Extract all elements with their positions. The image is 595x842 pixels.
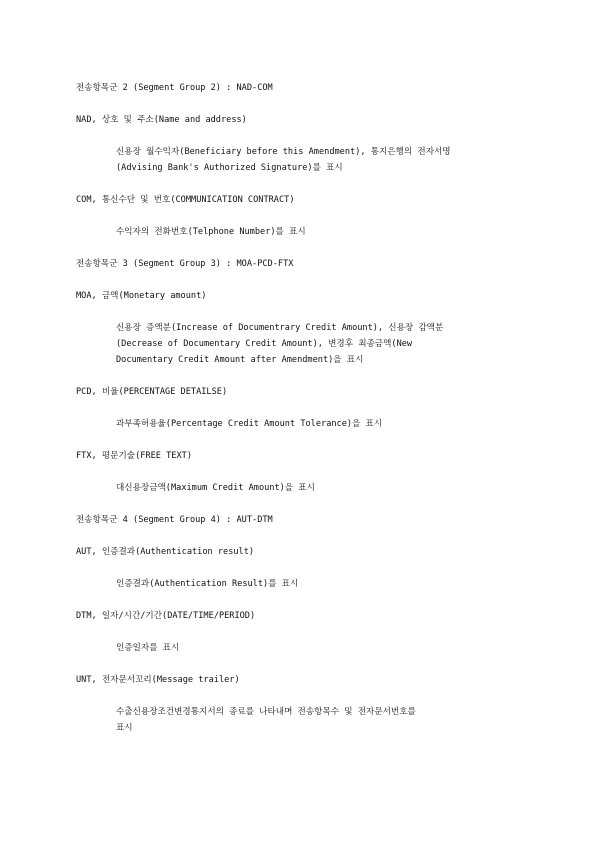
unt-description-line-2: 표시 xyxy=(116,723,133,733)
ftx-description: 대신용장금액(Maximum Credit Amount)을 표시 xyxy=(116,483,315,493)
segment-group-2-heading: 전송항목군 2 (Segment Group 2) : NAD-COM xyxy=(76,83,273,93)
aut-description: 인증결과(Authentication Result)를 표시 xyxy=(116,579,299,589)
unt-segment-label: UNT, 전자문서꼬리(Message trailer) xyxy=(76,675,240,685)
nad-description-line-2: (Advising Bank's Authorized Signature)를 표시 xyxy=(116,163,343,173)
moa-description-line-2: (Decrease of Documentary Credit Amount), 변경후 최종금액(New xyxy=(116,339,413,349)
moa-description-line-1: 신용장 증액분(Increase of Documentrary Credit Amount), 신용장 감액분 xyxy=(116,323,444,333)
dtm-description: 인증일자를 표시 xyxy=(116,643,180,653)
moa-segment-label: MOA, 금액(Monetary amount) xyxy=(76,291,207,301)
com-segment-label: COM, 통신수단 및 번호(COMMUNICATION CONTRACT) xyxy=(76,195,295,205)
segment-group-3-heading: 전송항목군 3 (Segment Group 3) : MOA-PCD-FTX xyxy=(76,259,294,269)
segment-group-4-heading: 전송항목군 4 (Segment Group 4) : AUT-DTM xyxy=(76,515,273,525)
pcd-description: 과부족허용율(Percentage Credit Amount Tolerance)을 표시 xyxy=(116,419,383,429)
pcd-segment-label: PCD, 비율(PERCENTAGE DETAILSE) xyxy=(76,387,228,397)
moa-description-line-3: Documentary Credit Amount after Amendment)을 표시 xyxy=(116,355,364,365)
dtm-segment-label: DTM, 일자/시간/기간(DATE/TIME/PERIOD) xyxy=(76,611,256,621)
nad-description-line-1: 신용장 월수익자(Beneficiary before this Amendment), 통지은행의 전자서명 xyxy=(116,147,451,157)
unt-description-line-1: 수출신용장조건변경통지서의 종료를 나타내며 전송항목수 및 전자문서번호를 xyxy=(116,707,416,717)
nad-segment-label: NAD, 상호 및 주소(Name and address) xyxy=(76,115,247,125)
aut-segment-label: AUT, 인증결과(Authentication result) xyxy=(76,547,255,557)
ftx-segment-label: FTX, 평문기술(FREE TEXT) xyxy=(76,451,192,461)
com-description: 수익자의 전화번호(Telphone Number)를 표시 xyxy=(116,227,306,237)
